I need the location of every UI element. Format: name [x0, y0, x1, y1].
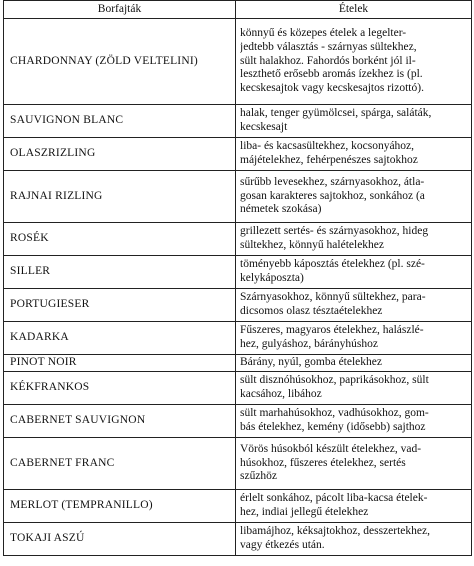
table-row [4, 19, 472, 105]
food-pairing-line: Szárnyasokhoz, könnyű sültekhez, para- [240, 291, 426, 304]
food-pairing-line: májételekhez, fehérpenészes sajtokhoz [240, 154, 418, 166]
grape-variety-cell: OLASZRIZLING [4, 138, 236, 171]
table-row [4, 490, 472, 523]
food-pairing-line: dicsomos olasz tésztaételekhez [240, 305, 383, 317]
grape-variety-cell: SILLER [4, 256, 236, 289]
header-grape-varieties: Borfajták [4, 1, 236, 19]
grape-variety-cell: KÉKFRANKOS [4, 372, 236, 405]
food-pairing-cell [236, 490, 472, 523]
table-row [4, 438, 472, 490]
table-row [4, 372, 472, 405]
food-pairing-line: libamájhoz, kéksajtokhoz, desszertekhez, [240, 525, 430, 538]
grape-variety-cell: CABERNET SAUVIGNON [4, 405, 236, 438]
food-pairing-line: leszthető erősebb aromás ízekhez is (pl. [240, 68, 423, 81]
food-pairing-cell [236, 322, 472, 355]
food-pairing-line: sültekhez, könnyű halételekhez [240, 239, 385, 251]
grape-variety-cell: SAUVIGNON BLANC [4, 105, 236, 138]
food-pairing-cell [236, 171, 472, 223]
grape-variety-cell: RAJNAI RIZLING [4, 171, 236, 223]
food-pairing-line: húsokhoz, fűszeres ételekhez, sertés [240, 456, 406, 469]
food-pairing-line: könnyű és közepes ételek a legelter- [240, 27, 407, 39]
table-row [4, 523, 472, 556]
table-row [4, 405, 472, 438]
food-pairing-cell [236, 289, 472, 322]
food-pairing-line: németek szokása) [240, 203, 322, 216]
grape-variety-cell: KADARKA [4, 322, 236, 355]
table-body [4, 19, 472, 556]
grape-variety-cell: CABERNET FRANC [4, 438, 236, 490]
food-pairing-line: hez, gulyáshoz, bárányhúshoz [240, 338, 378, 350]
grape-variety-cell: MERLOT (TEMPRANILLO) [4, 490, 236, 523]
food-pairing-line: szűzhöz [240, 470, 278, 483]
food-pairing-line: kecskesajtok vagy kecskesajtos rizottó). [240, 82, 424, 95]
food-pairing-line: kecskesajt [240, 121, 288, 133]
food-pairing-cell [236, 372, 472, 405]
food-pairing-cell [236, 355, 472, 372]
food-pairing-line: liba- és kacsasültekhez, kocsonyához, [240, 140, 415, 153]
grape-variety-cell: ROSÉK [4, 223, 236, 256]
food-pairing-line: vagy étkezés után. [240, 539, 325, 551]
food-pairing-cell [236, 223, 472, 256]
food-pairing-line: Vörös húsokból készült ételekhez, vad- [240, 442, 422, 455]
food-pairing-cell [236, 105, 472, 138]
food-pairing-line: kacsához, libához [240, 388, 322, 400]
grape-variety-cell: PORTUGIESER [4, 289, 236, 322]
table-row [4, 223, 472, 256]
food-pairing-line: sűrűbb levesekhez, szárnyasokhoz, átla- [240, 175, 425, 188]
food-pairing-line: sült halakhoz. Fahordós borként jól il- [240, 54, 416, 67]
food-pairing-line: kelykáposzta) [240, 272, 304, 284]
food-pairing-line: hez, indiai jellegű ételekhez [240, 506, 369, 518]
wine-pairing-table [3, 0, 472, 556]
food-pairing-line: gosan karakteres sajtokhoz, sonkához (a [240, 189, 425, 202]
table-row [4, 171, 472, 223]
food-pairing-line: Bárány, nyúl, gomba ételekhez [240, 356, 382, 369]
food-pairing-line: sült marhahúsokhoz, vadhúsokhoz, gom- [240, 407, 429, 420]
table-row [4, 355, 472, 372]
food-pairing-cell [236, 256, 472, 289]
table-row [4, 289, 472, 322]
food-pairing-line: sült disznóhúsokhoz, paprikásokhoz, sült [240, 374, 429, 387]
header-foods: Ételek [236, 1, 472, 19]
table-row [4, 322, 472, 355]
table-row [4, 138, 472, 171]
food-pairing-line: Fűszeres, magyaros ételekhez, halászlé- [240, 324, 424, 337]
food-pairing-line: bás ételekhez, kemény (idősebb) sajthoz [240, 421, 426, 433]
grape-variety-cell: TOKAJI ASZÚ [4, 523, 236, 556]
grape-variety-cell: CHARDONNAY (ZÖLD VELTELINI) [4, 19, 236, 105]
grape-variety-cell: PINOT NOIR [4, 355, 236, 372]
food-pairing-cell [236, 138, 472, 171]
table-header-row [4, 1, 472, 19]
food-pairing-cell [236, 523, 472, 556]
food-pairing-line: jedtebb választás - szárnyas sültekhez, [240, 40, 417, 53]
food-pairing-line: töményebb káposztás ételekhez (pl. szé- [240, 258, 425, 271]
table-row [4, 256, 472, 289]
food-pairing-cell [236, 19, 472, 105]
food-pairing-cell [236, 438, 472, 490]
food-pairing-line: érlelt sonkához, pácolt liba-kacsa ételek- [240, 492, 428, 505]
table-row [4, 105, 472, 138]
food-pairing-line: grillezett sertés- és szárnyasokhoz, hideg [240, 225, 429, 238]
food-pairing-cell [236, 405, 472, 438]
food-pairing-line: halak, tenger gyümölcsei, spárga, saláták, [240, 107, 432, 120]
